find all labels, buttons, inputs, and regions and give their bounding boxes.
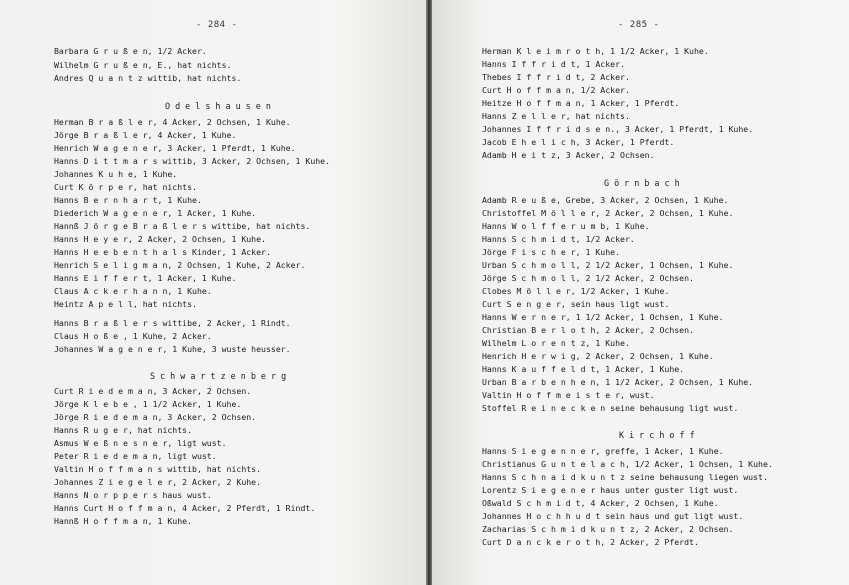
text-line: Andres Q u a n t z wittib, hat nichts.	[54, 73, 242, 83]
text-line: Johannes K u h e, 1 Kuhe.	[54, 169, 178, 179]
text-line: Hanns B e r n h a r t, 1 Kuhe.	[54, 195, 202, 205]
text-line: Claus H o ß e , 1 Kuhe, 2 Acker.	[54, 331, 212, 341]
text-line: Christianus G u n t e l a c h, 1/2 Acker, 1 Ochsen, 1 Kuhe.	[482, 459, 773, 469]
text-line: Christoffel M ö l l e r, 2 Acker, 2 Ochsen, 1 Kuhe.	[482, 208, 734, 218]
text-line: Hanns K a u f f e l d t, 1 Acker, 1 Kuhe.	[482, 364, 685, 374]
text-line: Heitze H o f f m a n, 1 Acker, 1 Pferdt.	[482, 98, 680, 108]
text-line: Jörge B r a ß l e r, 4 Acker, 1 Kuhe.	[54, 130, 237, 140]
text-line: Diederich W a g e n e r, 1 Acker, 1 Kuhe.	[54, 208, 257, 218]
text-line: Herman K l e i m r o t h, 1 1/2 Acker, 1 Kuhe.	[482, 46, 709, 56]
text-line: Hanns W e r n e r, 1 1/2 Acker, 1 Ochsen, 1 Kuhe.	[482, 312, 724, 322]
text-line: Hanns I f f r i d t, 1 Acker.	[482, 59, 625, 69]
text-line: Hanns E i f f e r t, 1 Acker, 1 Kuhe.	[54, 273, 237, 283]
text-line: Curt S e n g e r, sein haus ligt wust.	[482, 299, 670, 309]
text-line: Stoffel R e i n e c k e n seine behausung ligt wust.	[482, 403, 739, 413]
text-line: Clobes M ö l l e r, 1/2 Acker, 1 Kuhe.	[482, 286, 670, 296]
text-line: Urban B a r b e n h e n, 1 1/2 Acker, 2 Ochsen, 1 Kuhe.	[482, 377, 754, 387]
text-line: Wilhelm G r u ß e n, E., hat nichts.	[54, 60, 232, 70]
text-line: Hanns S c h m i d t, 1/2 Acker.	[482, 234, 635, 244]
section-heading-kirchoff: K i r c h o f f	[619, 430, 695, 440]
text-line: Barbara G r u ß e n, 1/2 Acker.	[54, 46, 207, 56]
section-heading-schwartzenberg: S c h w a r t z e n b e r g	[150, 371, 287, 381]
text-line: Hanns R u g e r, hat nichts.	[54, 425, 193, 435]
section-heading-gornbach: G ö r n b a c h	[604, 178, 680, 188]
text-line: Hanns S c h n a i d k u n t z seine behausung liegen wust.	[482, 472, 768, 482]
text-line: Oßwald S c h m i d t, 4 Acker, 2 Ochsen, 1 Kuhe.	[482, 498, 719, 508]
text-line: Jörge S c h m o l l, 2 1/2 Acker, 2 Ochsen.	[482, 273, 694, 283]
text-line: Curt K ö r p e r, hat nichts.	[54, 182, 197, 192]
text-line: Hanns S i e g e n n e r, greffe, 1 Acker, 1 Kuhe.	[482, 446, 724, 456]
text-line: Jörge F i s c h e r, 1 Kuhe.	[482, 247, 621, 257]
text-line: Adamb R e u ß e, Grebe, 3 Acker, 2 Ochsen, 1 Kuhe.	[482, 195, 729, 205]
text-line: Christian B e r l o t h, 2 Acker, 2 Ochsen.	[482, 325, 694, 335]
text-line: Curt H o f f m a n, 1/2 Acker.	[482, 85, 630, 95]
right-page	[432, 0, 849, 585]
text-line: Valtin H o f f m a n s wittib, hat nichts.	[54, 464, 262, 474]
text-line: Adamb H e i t z, 3 Acker, 2 Ochsen.	[482, 150, 655, 160]
text-line: Heintz A p e l l, hat nichts.	[54, 299, 197, 309]
text-line: Asmus W e ß n e s n e r, ligt wust.	[54, 438, 227, 448]
text-line: Jörge R i e d e m a n, 3 Acker, 2 Ochsen.	[54, 412, 257, 422]
text-line: Valtin H o f f m e i s t e r, wust.	[482, 390, 655, 400]
text-line: Johannes H o c h h u d t sein haus und gut ligt wust.	[482, 511, 744, 521]
text-line: Curt D a n c k e r o t h, 2 Acker, 2 Pferdt.	[482, 537, 699, 547]
text-line: Hanns B r a ß l e r s wittibe, 2 Acker, 1 Rindt.	[54, 318, 291, 328]
text-line: Zacharias S c h m i d k u n t z, 2 Acker, 2 Ochsen.	[482, 524, 734, 534]
page-number-right: - 285 -	[618, 20, 660, 30]
text-line: Urban S c h m o l l, 2 1/2 Acker, 1 Ochsen, 1 Kuhe.	[482, 260, 734, 270]
text-line: Johannes W a g e n e r, 1 Kuhe, 3 wuste heusser.	[54, 344, 291, 354]
text-line: Peter R i e d e m a n, ligt wust.	[54, 451, 217, 461]
text-line: Johannes I f f r i d s e n., 3 Acker, 1 Pferdt, 1 Kuhe.	[482, 124, 754, 134]
section-heading-odelshausen: O d e l s h a u s e n	[165, 101, 271, 111]
text-line: Hanns Z e l l e r, hat nichts.	[482, 111, 630, 121]
page-number-left: - 284 -	[196, 20, 238, 30]
text-line: Claus A c k e r h a n n, 1 Kuhe.	[54, 286, 212, 296]
text-line: Henrich H e r w i g, 2 Acker, 2 Ochsen, 1 Kuhe.	[482, 351, 714, 361]
text-line: Thebes I f f r i d t, 2 Acker.	[482, 72, 630, 82]
text-line: Hanns W o l f f e r u m b, 1 Kuhe.	[482, 221, 650, 231]
text-line: Hanns Curt H o f f m a n, 4 Acker, 2 Pferdt, 1 Rindt.	[54, 503, 316, 513]
text-line: Jacob E h e l i c h, 3 Acker, 1 Pferdt.	[482, 137, 675, 147]
text-line: Johannes Z i e g e l e r, 2 Acker, 2 Kuhe.	[54, 477, 262, 487]
text-line: Wilhelm L o r e n t z, 1 Kuhe.	[482, 338, 630, 348]
text-line: Herman B r a ß l e r, 4 Acker, 2 Ochsen, 1 Kuhe.	[54, 117, 291, 127]
text-line: Hannß H o f f m a n, 1 Kuhe.	[54, 516, 193, 526]
text-line: Henrich S e l i g m a n, 2 Ochsen, 1 Kuhe, 2 Acker.	[54, 260, 306, 270]
text-line: Hanns D i t t m a r s wittib, 3 Acker, 2 Ochsen, 1 Kuhe.	[54, 156, 331, 166]
text-line: Hanns N o r p p e r s haus wust.	[54, 490, 212, 500]
text-line: Hanns H e y e r, 2 Acker, 2 Ochsen, 1 Kuhe.	[54, 234, 266, 244]
text-line: Jörge K l e b e , 1 1/2 Acker, 1 Kuhe.	[54, 399, 242, 409]
text-line: Hanns H e e b e n t h a l s Kinder, 1 Acker.	[54, 247, 271, 257]
text-line: Curt R i e d e m a n, 3 Acker, 2 Ochsen.	[54, 386, 252, 396]
text-line: Hannß J ö r g e B r a ß l e r s wittibe, hat nichts.	[54, 221, 311, 231]
text-line: Henrich W a g e n e r, 3 Acker, 1 Pferdt, 1 Kuhe.	[54, 143, 296, 153]
text-line: Lorentz S i e g e n e r haus unter guster ligt wust.	[482, 485, 739, 495]
